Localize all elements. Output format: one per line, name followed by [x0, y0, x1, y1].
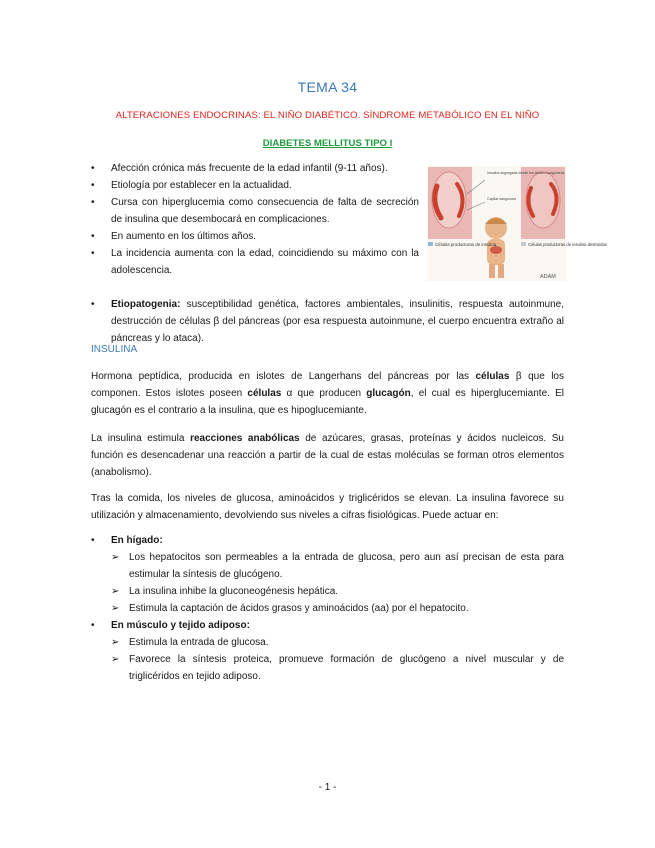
bullet-icon: • [91, 180, 95, 191]
callout-insulin-label: Insulina segregada desde los islotes sanguíneos [487, 171, 565, 175]
insulina-paragraph-3: Tras la comida, los niveles de glucosa, aminoácidos y triglicéridos se elevan. La insulina favorece su utilización y almacenamiento, devolviendo sus niveles a cifras fisiológicas. Puede actuar en: [91, 493, 564, 521]
adam-logo: ADAM [540, 274, 556, 280]
muscle-adipose-actions [111, 634, 564, 685]
text-run-bold: glucagón [366, 388, 411, 399]
bullet-icon: • [91, 231, 95, 242]
list-item-text: La incidencia aumenta con la edad, coincidiendo su máximo con la adolescencia. [111, 248, 419, 276]
text-run-bold: células [247, 388, 282, 399]
legend-swatch-right [521, 242, 526, 246]
list-item [111, 549, 564, 583]
bullet-icon: • [91, 163, 95, 174]
list-item-text: Etiología por establecer en la actualidad. [111, 180, 292, 191]
text-run: Hormona peptídica, producida en islotes de Langerhans del páncreas por las [91, 371, 476, 382]
legend-right-caption: Células productoras de insulina destruidas [528, 242, 607, 247]
page-number: - 1 - [318, 782, 337, 793]
insulina-paragraph-1 [91, 368, 564, 419]
list-item [111, 600, 564, 617]
insulina-heading: INSULINA [91, 344, 138, 355]
list-item-text: Los hepatocitos son permeables a la entrada de glucosa, pero aun así precisan de esta para estimular la síntesis de glucógeno. [129, 552, 564, 580]
list-item-text: Estimula la entrada de glucosa. [129, 637, 269, 648]
arrow-bullet-icon: ➢ [111, 603, 120, 614]
text-run-bold: células [475, 371, 510, 382]
list-item [89, 228, 419, 245]
list-item-text: La insulina inhibe la gluconeogénesis hepática. [129, 586, 339, 597]
illustration-svg [427, 166, 607, 281]
intro-bullet-list [89, 160, 419, 279]
etiopatogenia-text: susceptibilidad genética, factores ambientales, insulinitis, respuesta autoinmune, destrucción de células β del páncreas (por esa respuesta autoinmune, el cuerpo encuentra extraño al páncreas y lo ataca). [111, 299, 564, 344]
callout-capillary-label: Capilar sanguíneo [487, 197, 517, 201]
legend-left-caption: Células productoras de insulina [435, 242, 497, 247]
list-item [89, 245, 419, 279]
text-run: β que los componen. Estos islotes poseen [91, 371, 564, 399]
list-item-text: Afección crónica más frecuente de la edad infantil (9-11 años). [111, 163, 388, 174]
list-item-text: Cursa con hiperglucemia como consecuencia de falta de secreción de insulina que desembocará en complicaciones. [111, 197, 419, 225]
list-item [89, 617, 564, 685]
list-item-text: En aumento en los últimos años. [111, 231, 257, 242]
list-item [89, 177, 419, 194]
arrow-bullet-icon: ➢ [111, 637, 120, 648]
insulin-action-list [89, 532, 564, 685]
legend-swatch-left [428, 242, 433, 246]
text-run: , el cual es hiperglucemiante. El glucagón es el contrario a la insulina, que es hipoglucemiante. [91, 388, 564, 416]
child-pancreas [490, 246, 502, 254]
topic-subtitle: ALTERACIONES ENDOCRINAS: EL NIÑO DIABÉTICO. SÍNDROME METABÓLICO EN EL NIÑO [115, 110, 540, 121]
etiopatogenia-label: Etiopatogenia: [111, 299, 181, 310]
child-hair [485, 218, 507, 224]
bullet-icon: • [91, 197, 95, 208]
section-heading-diabetes: DIABETES MELLITUS TIPO I [262, 138, 393, 149]
page-title: TEMA 34 [297, 79, 358, 95]
list-item-text: Estimula la captación de ácidos grasos y aminoácidos (aa) por el hepatocito. [129, 603, 469, 614]
text-run-bold: reacciones anabólicas [190, 433, 300, 444]
pancreas-islet-illustration [427, 166, 607, 281]
list-item [111, 634, 564, 651]
insulina-paragraph-2 [91, 430, 564, 481]
action-site-label: En músculo y tejido adiposo: [111, 620, 250, 631]
bullet-icon: • [91, 535, 95, 546]
arrow-bullet-icon: ➢ [111, 654, 120, 665]
list-item-text: Favorece la síntesis proteica, promueve formación de glucógeno a nivel muscular y de triglicéridos en tejido adiposo. [129, 654, 564, 682]
list-item [89, 160, 419, 177]
bullet-icon: • [91, 620, 95, 631]
bullet-icon: • [91, 299, 95, 310]
etiopatogenia-item [89, 296, 564, 347]
list-item [89, 194, 419, 228]
child-leg [498, 264, 504, 278]
bullet-icon: • [91, 248, 95, 259]
list-item [111, 651, 564, 685]
text-run: La insulina estimula [91, 433, 191, 444]
list-item [111, 583, 564, 600]
text-run: de azúcares, grasas, proteínas y ácidos nucleicos. Su función es desencadenar una reacción a partir de la cual de estas moléculas se forman otros elementos (anabolismo). [91, 433, 564, 478]
arrow-bullet-icon: ➢ [111, 586, 120, 597]
arrow-bullet-icon: ➢ [111, 552, 120, 563]
child-leg [489, 264, 495, 278]
text-run: α que producen [281, 388, 367, 399]
list-item [89, 532, 564, 617]
list-item [89, 296, 564, 347]
action-site-label: En hígado: [111, 535, 163, 546]
etiopatogenia-list [89, 296, 564, 347]
liver-actions [111, 549, 564, 617]
